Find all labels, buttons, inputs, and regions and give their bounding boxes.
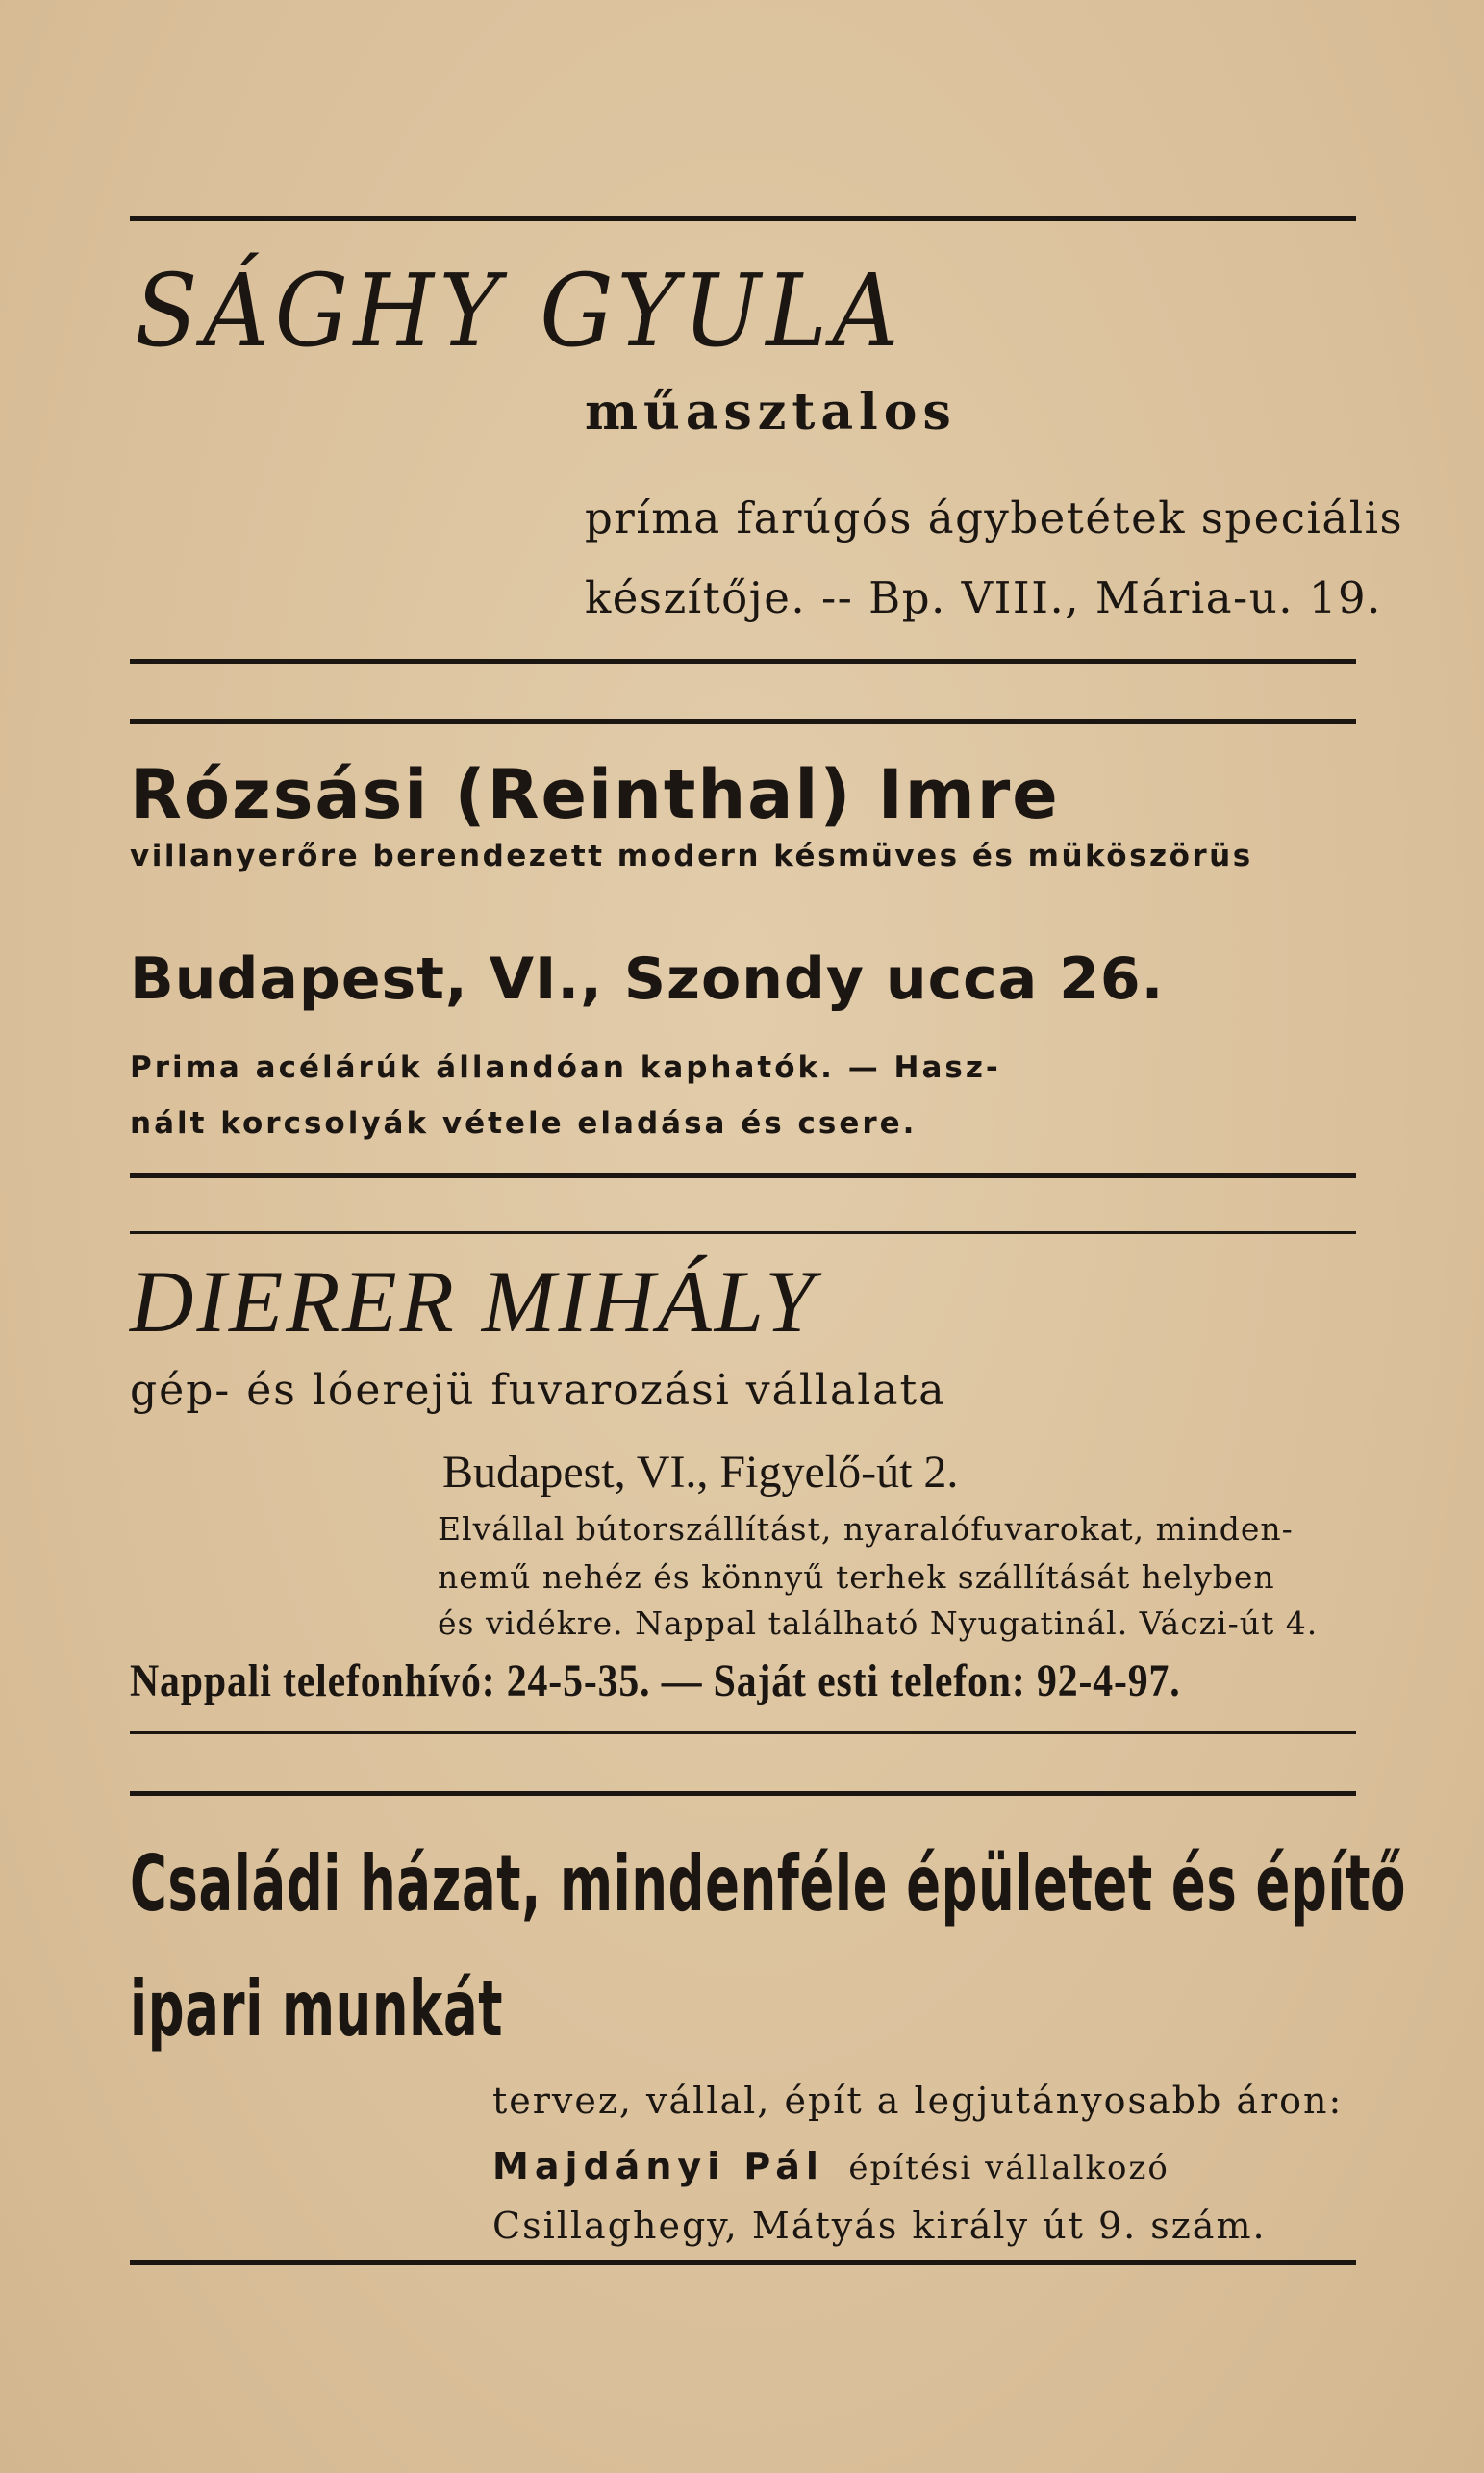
divider-line [130,719,1356,724]
ad-saghy-name: SÁGHY GYULA [135,252,904,369]
ad-saghy-line1: príma farúgós ágybetétek speciális [585,492,1404,543]
ad-majdanyi-contractor-role: építési vállalkozó [848,2149,1170,2187]
ad-saghy-trade: műasztalos [585,383,957,442]
ad-rozsasi-name: Rózsási (Reinthal) Imre [130,755,1060,834]
ad-rozsasi-subtitle: villanyerőre berendezett modern késmüves és müköszörüs [130,839,1253,873]
ad-dierer-desc2: nemű nehéz és könnyű terhek szállítását helyben [438,1558,1275,1596]
ad-saghy-line2: készítője. -- Bp. VIII., Mária-u. 19. [585,572,1382,623]
divider-line [130,1231,1356,1234]
ad-dierer-phones: Nappali telefonhívó: 24-5-35. — Saját esti telefon: 92-4-97. [130,1655,1181,1706]
ad-rozsasi-note2: nált korcsolyák vétele eladása és csere. [130,1106,918,1141]
ad-majdanyi-contractor: Majdányi Pál [492,2145,824,2187]
ad-dierer-desc3: és vidékre. Nappal található Nyugatinál. Váczi-út 4. [438,1604,1319,1642]
ad-majdanyi-line3: Csillaghegy, Mátyás király út 9. szám. [492,2205,1267,2247]
divider-line [130,2260,1356,2265]
divider-line [130,1791,1356,1796]
ad-dierer-subtitle: gép- és lóerejü fuvarozási vállalata [130,1366,946,1415]
ad-rozsasi-note1: Prima acélárúk állandóan kaphatók. — Hasz- [130,1050,1001,1085]
ad-dierer-desc1: Elvállal bútorszállítást, nyaralófuvarokat, minden- [438,1510,1294,1548]
divider-line [130,659,1356,664]
ad-dierer-address: Budapest, VI., Figyelő-út 2. [442,1447,959,1498]
ad-rozsasi-address: Budapest, VI., Szondy ucca 26. [130,946,1165,1013]
divider-line [130,216,1356,221]
ad-dierer-name: DIERER MIHÁLY [130,1252,817,1350]
divider-line [130,1731,1356,1734]
ad-majdanyi-line1: tervez, vállal, épít a legjutányosabb áron: [492,2080,1344,2122]
ad-majdanyi-headline1: Családi házat, mindenféle épületet és építő [130,1839,1407,1929]
divider-line [130,1173,1356,1178]
ad-majdanyi-line2 [492,2145,1170,2188]
ad-majdanyi-headline2: ipari munkát [130,1964,504,2054]
